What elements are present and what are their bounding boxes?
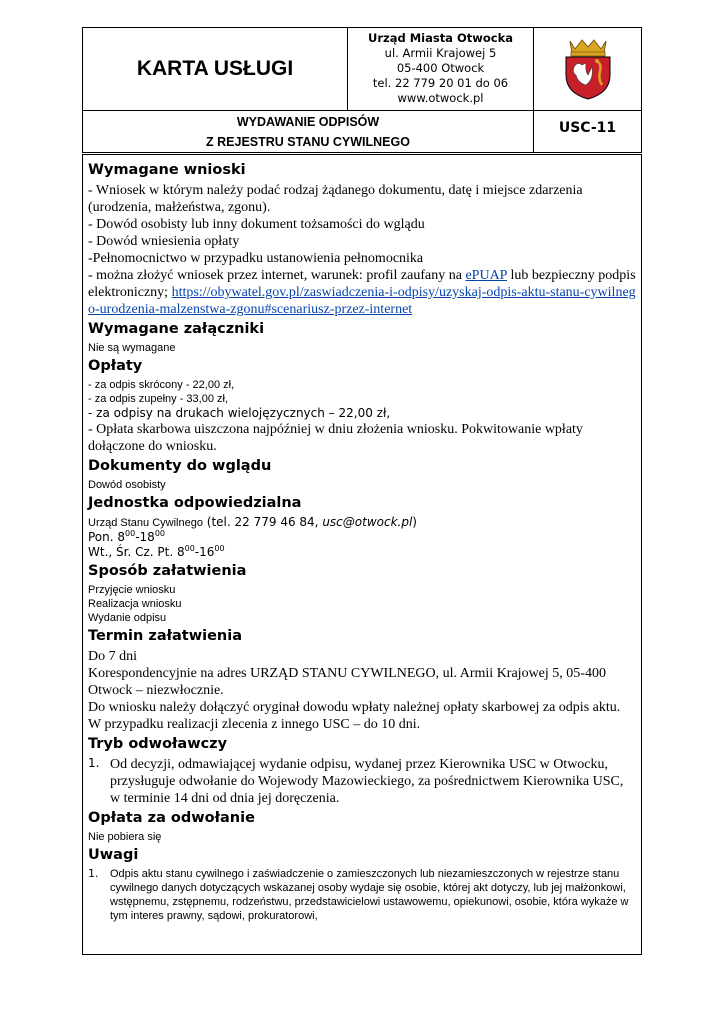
- oplaty-line-3: - za odpisy na drukach wielojęzycznych – 22,00 zł,: [88, 406, 391, 420]
- office-website: www.otwock.pl: [397, 91, 484, 105]
- wnioski-line-4: -Pełnomocnictwo w przypadku ustanowienia pełnomocnika: [88, 251, 424, 266]
- wnioski-line-1: - Wniosek w którym należy podać rodzaj żądanego dokumentu, datę i miejsce zdarzenia (urodzenia, małżeństwa, zgonu).: [88, 183, 583, 215]
- obywatel-url-link[interactable]: https://obywatel.gov.pl/zaswiadczenia-i-odpisy/uzyskaj-odpis-aktu-stanu-cywilnego-urodzenia-malzenstwa-zgonu#scenariusz-przez-internet: [88, 285, 636, 317]
- service-name: [83, 111, 534, 153]
- service-line-1: WYDAWANIE ODPISÓW: [236, 115, 380, 129]
- city-crest-logo: [534, 28, 641, 111]
- office-phone: tel. 22 779 20 01 do 06: [372, 76, 509, 90]
- section-tryb-title: Tryb odwoławczy: [88, 736, 228, 752]
- oplaty-line-4: - Opłata skarbowa uiszczona najpóźniej w dniu złożenia wniosku. Pokwitowanie wpłaty dołączone do wniosku.: [88, 422, 583, 454]
- header-table: [82, 27, 642, 153]
- section-termin-title: Termin załatwienia: [88, 628, 242, 644]
- jednostka-email: usc@otwock.pl: [322, 515, 413, 529]
- termin-line-3: Do wniosku należy dołączyć oryginał dowodu wpłaty należnej opłaty skarbowej za odpis aktu.: [88, 700, 621, 715]
- wnioski-line-5: - można złożyć wniosek przez internet, warunek: profil zaufany na ePUAP lub bezpieczny podpis elektroniczny; https://obywatel.gov.pl/zaswiadczenia-i-odpisy/uzyskaj-odpis-aktu-stanu-cywilnego-urodzenia-malzenstwa-zgonu#scenariusz-przez-internet: [88, 268, 636, 317]
- jednostka-contact: Urząd Stanu Cywilnego (tel. 22 779 46 84, usc@otwock.pl): [88, 515, 417, 529]
- oplaty-line-2: - za odpis zupełny - 33,00 zł,: [88, 393, 229, 405]
- tryb-text: Od decyzji, odmawiającej wydanie odpisu, wydanej przez Kierownika USC w Otwocku, przysługuje odwołanie do Wojewody Mazowieckiego, za pośrednictwem Kierownika USC, w terminie 14 dni od dnia jej doręczenia.: [110, 757, 624, 806]
- termin-line-4: W przypadku realizacji zlecenia z innego USC – do 10 dni.: [88, 717, 421, 732]
- uwagi-list-item: [88, 867, 636, 923]
- oplaty-line-1: - za odpis skrócony - 22,00 zł,: [88, 379, 235, 391]
- section-oplata-odw-title: Opłata za odwołanie: [88, 810, 255, 826]
- section-wnioski-title: Wymagane wnioski: [88, 162, 246, 178]
- hours-tue-fri: Wt., Śr. Cz. Pt. $8^{00}-16^{00}$: [88, 544, 225, 559]
- service-line-2: Z REJESTRU STANU CYWILNEGO: [206, 135, 410, 149]
- sposob-line-3: Wydanie odpisu: [88, 612, 167, 624]
- tryb-number: 1.: [88, 756, 100, 770]
- jednostka-name: Urząd Stanu Cywilnego: [88, 517, 203, 529]
- office-address: [348, 28, 534, 111]
- office-street: ul. Armii Krajowej 5: [384, 46, 497, 60]
- section-zalaczniki-title: Wymagane załączniki: [88, 321, 265, 337]
- section-jednostka-title: Jednostka odpowiedzialna: [88, 495, 302, 511]
- section-dokumenty-title: Dokumenty do wglądu: [88, 458, 272, 474]
- card-title: KARTA USŁUGI: [83, 28, 348, 111]
- office-name: Urząd Miasta Otwocka: [368, 31, 513, 45]
- oplata-odw-text: Nie pobiera się: [88, 831, 162, 843]
- termin-line-2: Korespondencyjnie na adres URZĄD STANU CYWILNEGO, ul. Armii Krajowej 5, 05-400 Otwock – niezwłocznie.: [88, 666, 606, 698]
- tryb-list-item: [88, 756, 636, 807]
- section-sposob-title: Sposób załatwienia: [88, 563, 247, 579]
- office-postal: 05-400 Otwock: [396, 61, 485, 75]
- uwagi-text: Odpis aktu stanu cywilnego i zaświadczenie o zamieszczonych lub niezamieszczonych w rejestrze stanu cywilnego danych dotyczących wskazanej osoby wydaje się osobie, której akt dotyczy, lub jej małżonkowi, wstępnemu, zstępnemu, rodzeństwu, przedstawicielowi ustawowemu, opiekunowi, osobie, która wykaże w tym interes prawny, sądowi, prokuratorowi,: [110, 868, 629, 922]
- service-code: USC-11: [558, 120, 617, 136]
- dokumenty-text: Dowód osobisty: [88, 479, 166, 491]
- zalaczniki-text: Nie są wymagane: [88, 342, 176, 354]
- hours-mon: Pon. $8^{00}-18^{00}$: [88, 529, 166, 544]
- epuap-link[interactable]: ePUAP: [465, 268, 507, 283]
- card-body: [82, 154, 642, 955]
- wnioski-line-3: - Dowód wniesienia opłaty: [88, 234, 240, 249]
- uwagi-number: 1.: [88, 867, 99, 880]
- termin-line-1: Do 7 dni: [88, 649, 137, 664]
- wnioski-line-2: - Dowód osobisty lub inny dokument tożsamości do wglądu: [88, 217, 425, 232]
- section-oplaty-title: Opłaty: [88, 358, 143, 374]
- sposob-line-2: Realizacja wniosku: [88, 598, 182, 610]
- sposob-line-1: Przyjęcie wniosku: [88, 584, 176, 596]
- section-uwagi-title: Uwagi: [88, 847, 139, 863]
